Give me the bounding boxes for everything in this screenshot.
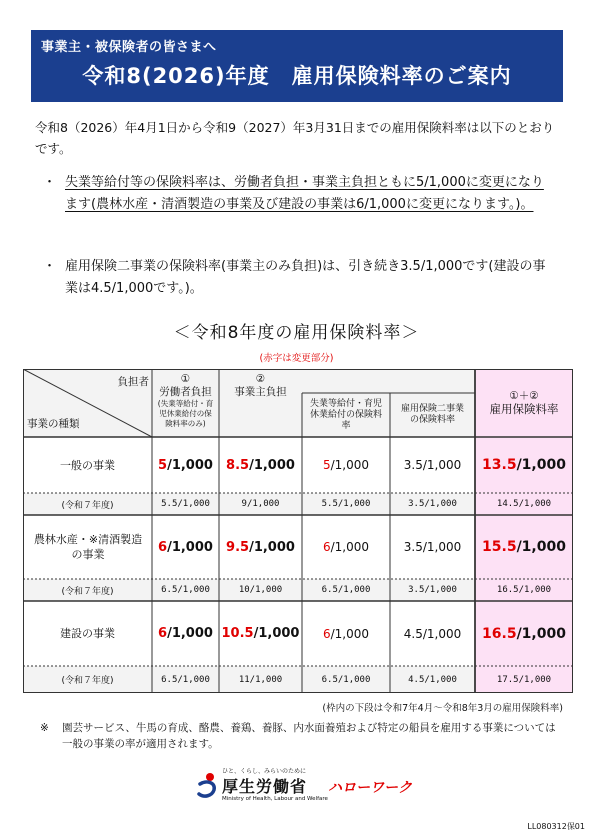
corner-top-label: 負担者 bbox=[117, 375, 149, 388]
logo-area bbox=[190, 766, 450, 816]
bullet-text: 雇用保険二事業の保険料率(事業主のみ負担)は、引き続き3.5/1,000です(建設の事業は4.5/1,000です。)。 bbox=[65, 259, 546, 296]
prev-worker: 6.5/1,000 bbox=[161, 674, 210, 685]
mhlw-logo-icon bbox=[196, 772, 220, 800]
cell-employer-a-general: 5 /1,000 bbox=[322, 458, 370, 472]
cell-employer-b-general: 3.5/1,000 bbox=[403, 458, 462, 472]
document-code: LL080312保01 bbox=[527, 822, 585, 831]
cell-employer-agriculture: 9.5 /1,000 bbox=[226, 539, 295, 555]
header-subtitle: 事業主・被保険者の皆さまへ bbox=[41, 40, 217, 55]
logo-ministry: 厚生労働省 bbox=[222, 777, 308, 796]
prev-employer: 11/1,000 bbox=[238, 674, 283, 685]
page-title: 令和8(2026)年度 雇用保険料率のご案内 bbox=[82, 64, 512, 88]
row-label-general: 一般の事業 bbox=[60, 458, 115, 472]
row-label-agriculture: 農林水産・※清酒製造の事業 bbox=[33, 533, 143, 561]
prev-total: 17.5/1,000 bbox=[496, 674, 552, 685]
col-total-header bbox=[475, 375, 573, 431]
bullet-item-2 bbox=[43, 256, 563, 300]
prev-employer-a: 6.5/1,000 bbox=[321, 674, 371, 685]
cell-employer-general: 8.5 /1,000 bbox=[226, 457, 295, 473]
prev-total: 14.5/1,000 bbox=[496, 499, 552, 509]
cell-employer-construction: 10.5 /1,000 bbox=[221, 626, 300, 641]
bullet-item-1 bbox=[43, 172, 563, 238]
cell-employer-b-agriculture: 3.5/1,000 bbox=[403, 540, 462, 554]
prev-employer: 9/1,000 bbox=[241, 499, 280, 509]
bullet-marker: ・ bbox=[43, 175, 57, 190]
col-worker-label: 労働者負担 bbox=[159, 386, 212, 398]
cell-employer-a-construction: 6 /1,000 bbox=[322, 626, 370, 641]
col-employer-header bbox=[219, 373, 302, 399]
bullet-marker: ・ bbox=[43, 259, 57, 274]
prev-label: (令和７年度) bbox=[61, 586, 114, 597]
cell-employer-a-agriculture: 6 /1,000 bbox=[322, 540, 370, 554]
footnote-mark: ※ bbox=[40, 722, 49, 734]
intro-text: 令和8（2026）年4月1日から令和9（2027）年3月31日までの雇用保険料率は以下のとおりです。 bbox=[35, 120, 555, 156]
col-employer-num: ② bbox=[255, 373, 266, 385]
rate-table bbox=[23, 369, 573, 693]
col-total-num: ①＋② bbox=[509, 390, 539, 402]
logo-ministry-en: Ministry of Health, Labour and Welfare bbox=[222, 796, 328, 802]
cell-worker-agriculture: 6 /1,000 bbox=[158, 539, 213, 555]
col-employer-label: 事業主負担 bbox=[234, 386, 287, 398]
frame-footnote: (枠内の下段は令和7年4月～令和8年3月の雇用保険料率) bbox=[322, 703, 563, 714]
prev-employer-a: 6.5/1,000 bbox=[321, 585, 371, 595]
cell-employer-b-construction: 4.5/1,000 bbox=[403, 626, 462, 641]
cell-worker-general: 5 /1,000 bbox=[158, 457, 213, 473]
col-worker-num: ① bbox=[180, 373, 191, 385]
header-banner bbox=[31, 30, 563, 102]
logo-tagline: ひと、くらし、みらいのために bbox=[222, 768, 307, 775]
cell-total-agriculture: 15.5 /1,000 bbox=[482, 539, 566, 555]
table-title: ＜令和8年度の雇用保険料率＞ bbox=[173, 323, 420, 343]
col-worker-sub: (失業等給付・育児休業給付の保険料率のみ) bbox=[157, 399, 214, 428]
logo-hellowork: ハローワーク bbox=[328, 780, 412, 796]
cell-total-general: 13.5 /1,000 bbox=[482, 457, 566, 473]
prev-worker: 6.5/1,000 bbox=[161, 585, 210, 595]
row-label-construction: 建設の事業 bbox=[60, 627, 115, 640]
col-employer-b-header: 雇用保険二事業の保険料率 bbox=[400, 404, 464, 425]
table-note: (赤字は変更部分) bbox=[259, 353, 334, 364]
prev-label: (令和７年度) bbox=[61, 676, 114, 686]
col-total-label: 雇用保険料率 bbox=[489, 402, 559, 416]
cell-worker-construction: 6 /1,000 bbox=[158, 626, 213, 641]
corner-bottom-label: 事業の種類 bbox=[27, 417, 80, 430]
prev-employer-a: 5.5/1,000 bbox=[321, 499, 371, 509]
prev-employer: 10/1,000 bbox=[238, 585, 283, 595]
prev-label: (令和７年度) bbox=[61, 500, 114, 511]
bullet-text: 失業等給付等の保険料率は、労働者負担・事業主負担ともに5/1,000に変更になります(農林水産・清酒製造の事業及び建設の事業は6/1,000に変更になります。)。 bbox=[65, 175, 544, 212]
prev-worker: 5.5/1,000 bbox=[161, 499, 210, 509]
col-employer-a-header: 失業等給付・育児休業給付の保険料率 bbox=[309, 398, 382, 431]
col-worker-header bbox=[152, 373, 219, 437]
prev-total: 16.5/1,000 bbox=[496, 585, 552, 595]
prev-employer-b: 3.5/1,000 bbox=[408, 585, 457, 595]
cell-total-construction: 16.5 /1,000 bbox=[482, 625, 566, 642]
footnote-text: 園芸サービス、牛馬の育成、酪農、養鶏、養豚、内水面養殖および特定の船員を雇用する事業については一般の事業の率が適用されます。 bbox=[62, 722, 556, 750]
prev-employer-b: 3.5/1,000 bbox=[408, 499, 457, 509]
prev-employer-b: 4.5/1,000 bbox=[408, 674, 457, 685]
footnote bbox=[40, 720, 565, 754]
